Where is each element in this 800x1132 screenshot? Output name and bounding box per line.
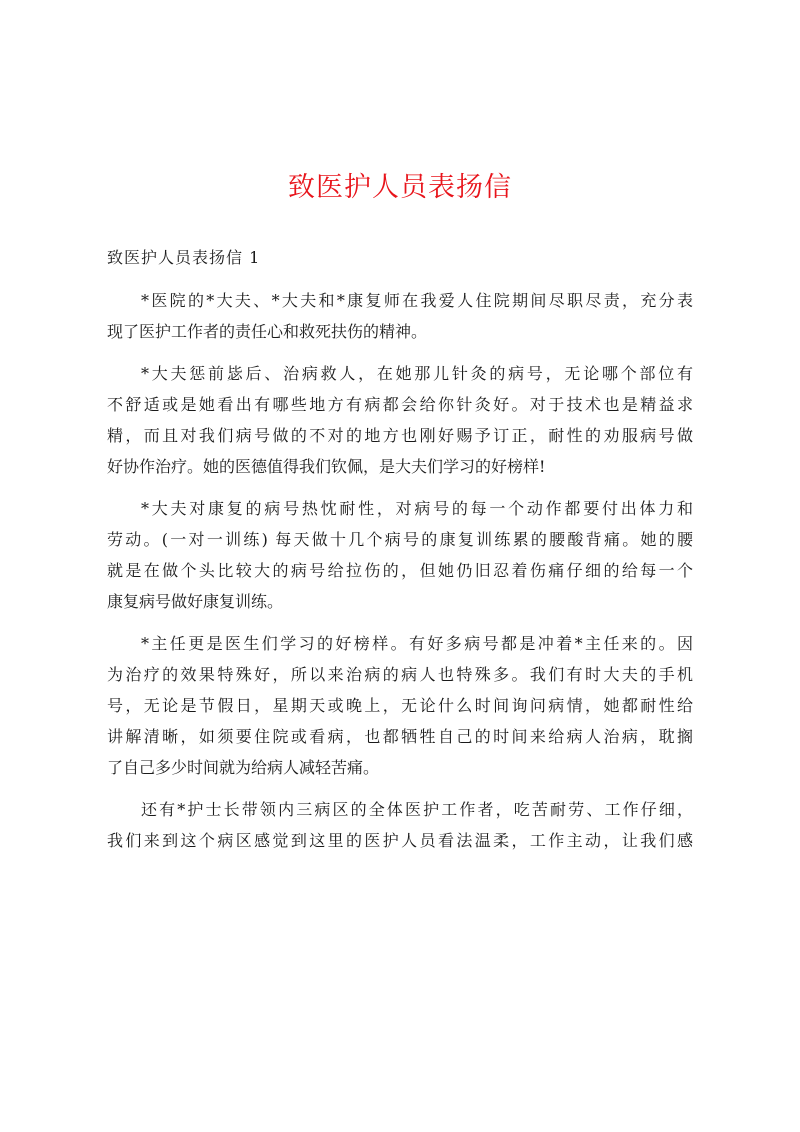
paragraph-line: 康复病号做好康复训练。 bbox=[107, 592, 284, 611]
paragraph bbox=[107, 628, 693, 783]
paragraph-line: 现了医护工作者的责任心和救死扶伤的精神。 bbox=[107, 322, 428, 341]
paragraph bbox=[107, 285, 693, 347]
paragraph-line: 了自己多少时间就为给病人减轻苦痛。 bbox=[107, 758, 380, 777]
document-title: 致医护人员表扬信 bbox=[288, 172, 512, 203]
paragraph-line: *大夫对康复的病号热忱耐性，对病号的每一个动作都要付出体力和 bbox=[141, 499, 693, 518]
paragraph-line: 不舒适或是她看出有哪些地方有病都会给你针灸好。对于技术也是精益求 bbox=[107, 395, 693, 414]
paragraph-line: *医院的*大夫、*大夫和*康复师在我爱人住院期间尽职尽责，充分表 bbox=[141, 291, 693, 310]
paragraph-line: 为治疗的效果特殊好，所以来治病的病人也特殊多。我们有时大夫的手机 bbox=[107, 665, 693, 684]
paragraph-line: 讲解清晰，如须要住院或看病，也都牺牲自己的时间来给病人治病，耽搁 bbox=[107, 727, 693, 746]
paragraph-line: 号，无论是节假日，星期天或晚上，无论什么时间询问病情，她都耐性给 bbox=[107, 696, 693, 715]
document-body bbox=[107, 285, 693, 867]
paragraph-line: *大夫惩前毖后、治病救人，在她那儿针灸的病号，无论哪个部位有 bbox=[141, 364, 693, 383]
document-subtitle: 致医护人员表扬信 1 bbox=[107, 248, 261, 267]
paragraph-line: 好协作治疗。她的医德值得我们钦佩，是大夫们学习的好榜样! bbox=[107, 457, 546, 476]
paragraph-line: *主任更是医生们学习的好榜样。有好多病号都是冲着*主任来的。因 bbox=[141, 634, 693, 653]
paragraph bbox=[107, 358, 693, 482]
paragraph-line: 我们来到这个病区感觉到这里的医护人员看法温柔，工作主动，让我们感 bbox=[107, 831, 693, 850]
paragraph bbox=[107, 493, 693, 617]
paragraph-line: 精，而且对我们病号做的不对的地方也刚好赐予订正，耐性的劝服病号做 bbox=[107, 426, 693, 445]
paragraph-line: 还有*护士长带领内三病区的全体医护工作者，吃苦耐劳、工作仔细， bbox=[141, 800, 693, 819]
paragraph-line: 劳动。(一对一训练) 每天做十几个病号的康复训练累的腰酸背痛。她的腰 bbox=[107, 530, 693, 549]
paragraph-line: 就是在做个头比较大的病号给拉伤的，但她仍旧忍着伤痛仔细的给每一个 bbox=[107, 561, 693, 580]
paragraph bbox=[107, 794, 693, 856]
